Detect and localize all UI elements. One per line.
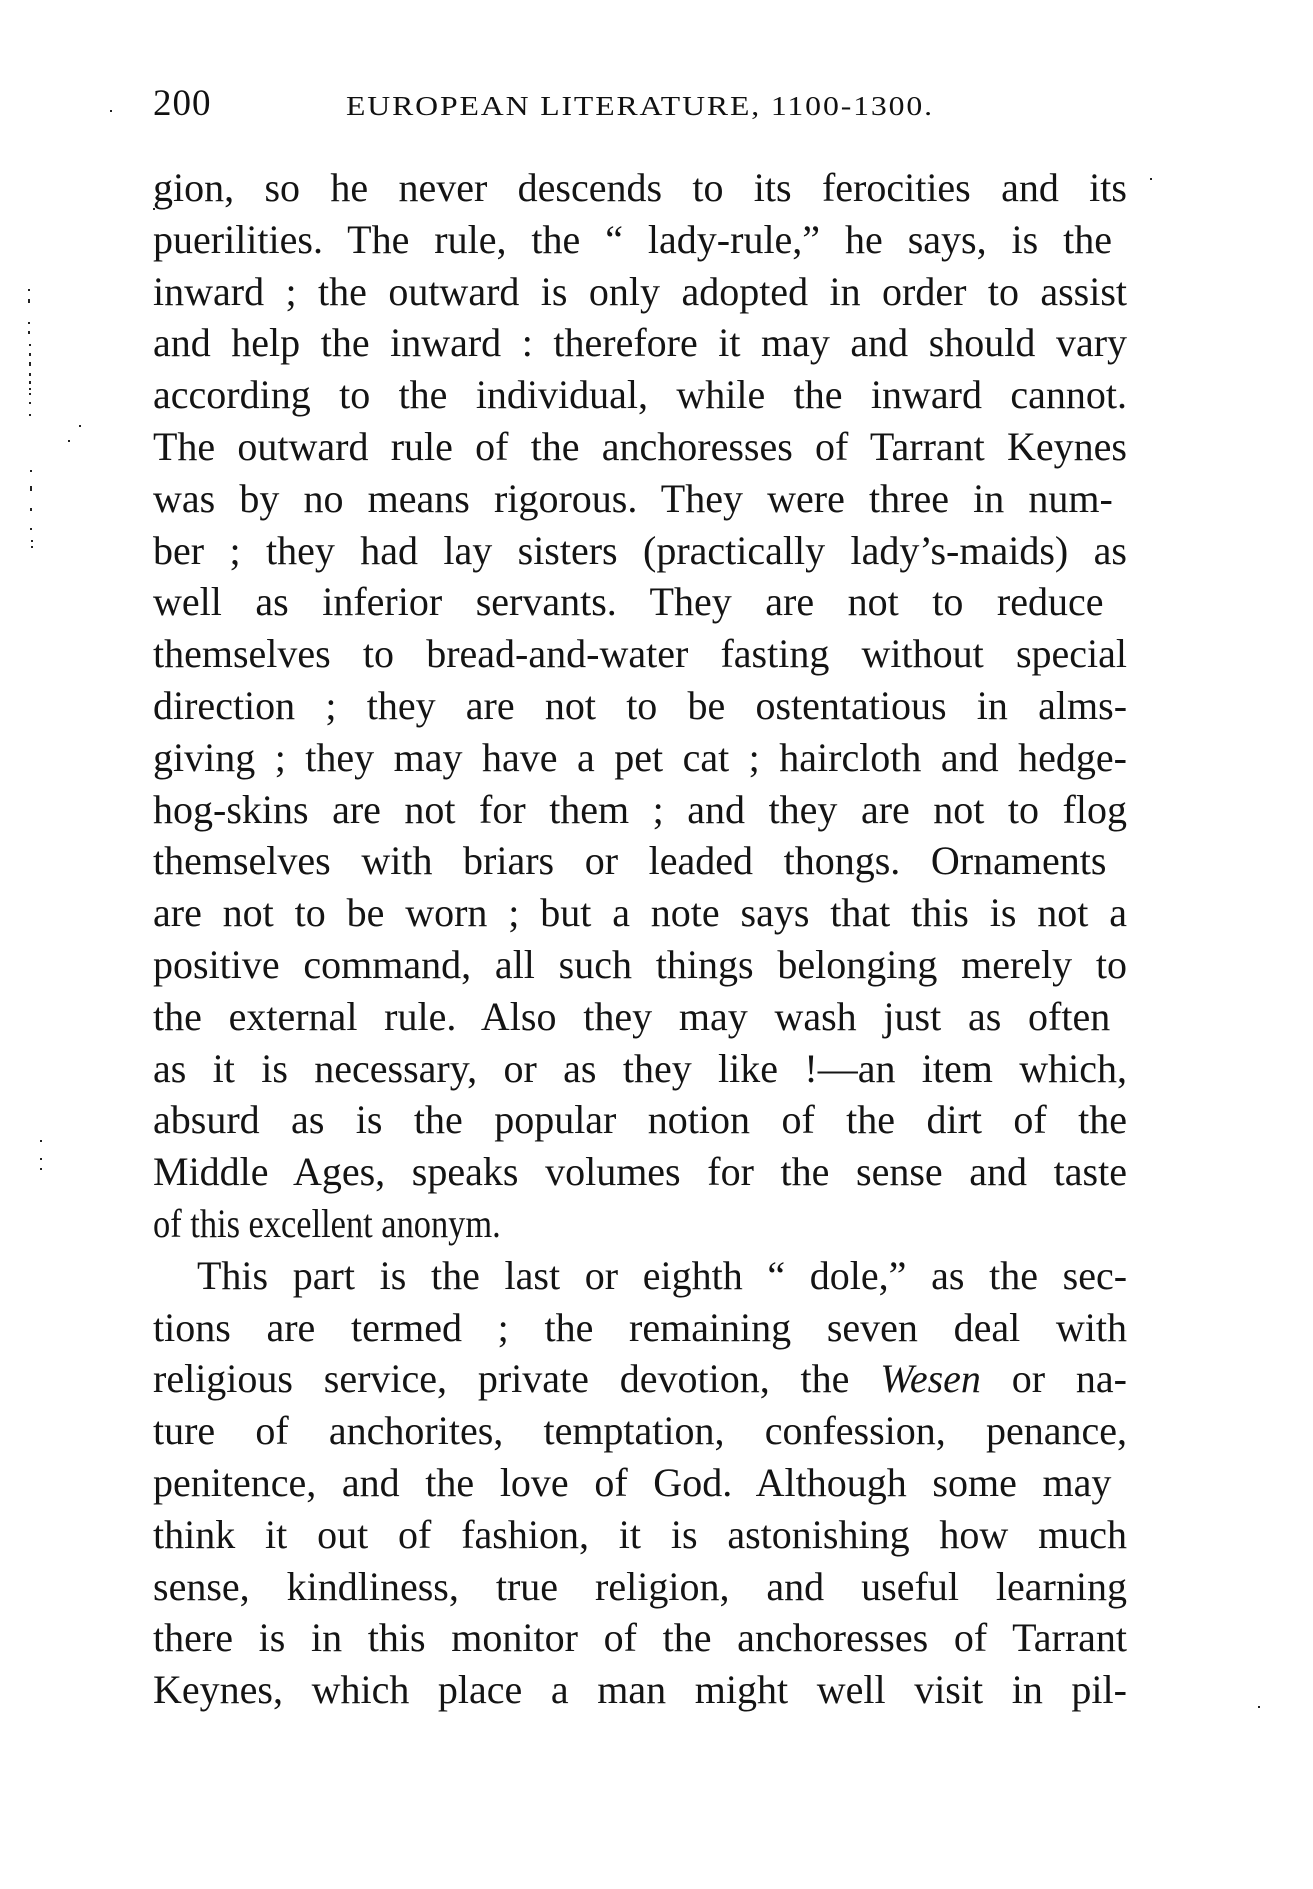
text-line: penitence, and the love of God. Although some may <box>153 1460 1112 1505</box>
line-start: religious service, private devotion, the <box>153 1356 881 1402</box>
italic-word: Wesen <box>880 1356 981 1402</box>
text-line: as it is necessary, or as they like !—an item which, <box>153 1045 1128 1091</box>
body-text <box>153 0 1127 1889</box>
text-line: well as inferior servants. They are not to reduce <box>153 579 1104 625</box>
text-line: inward ; the outward is only adopted in order to assist <box>153 268 1128 314</box>
page-number: 200 <box>153 83 212 124</box>
text-line: tions are termed ; the remaining seven deal with <box>153 1304 1127 1350</box>
running-title: EUROPEAN LITERATURE, 1100-1300. <box>346 91 934 121</box>
text-line: puerilities. The rule, the “ lady-rule,” he says, is the <box>153 216 1113 262</box>
text-line: gion, so he never descends to its ferocities and its <box>153 165 1127 210</box>
text-line: think it out of fashion, it is astonishing how much <box>153 1511 1127 1557</box>
text-line: This part is the last or eighth “ dole,” as the sec- <box>197 1252 1128 1298</box>
text-line: and help the inward : therefore it may and should vary <box>153 320 1128 366</box>
text-line: Keynes, which place a man might well visit in pil- <box>153 1667 1127 1713</box>
text-line: themselves with briars or leaded thongs. Ornaments <box>153 838 1107 884</box>
text-line: ture of anchorites, temptation, confession, penance, <box>153 1408 1127 1454</box>
line-end: or na- <box>980 1356 1127 1402</box>
text-line <box>153 1353 1127 1405</box>
text-line: The outward rule of the anchoresses of Tarrant Keynes <box>153 424 1127 469</box>
text-line: sense, kindliness, true religion, and useful learning <box>153 1563 1127 1609</box>
text-line: hog-skins are not for them ; and they are not to flog <box>153 786 1127 832</box>
text-line: ber ; they had lay sisters (practically lady’s-maids) as <box>153 527 1127 573</box>
text-line: themselves to bread-and-water fasting without special <box>153 631 1127 677</box>
text-line: are not to be worn ; but a note says that this is not a <box>153 890 1127 936</box>
text-line: was by no means rigorous. They were three in num- <box>153 475 1113 521</box>
text-line: absurd as is the popular notion of the dirt of the <box>153 1097 1128 1143</box>
text-line: direction ; they are not to be ostentatious in alms- <box>153 683 1128 728</box>
text-line: there is in this monitor of the anchoresses of Tarrant <box>153 1615 1128 1661</box>
text-line: Middle Ages, speaks volumes for the sense and taste <box>153 1149 1127 1195</box>
text-line: of this excellent anonym. <box>153 1201 501 1246</box>
text-line: giving ; they may have a pet cat ; haircloth and hedge- <box>153 734 1127 780</box>
text-line: according to the individual, while the inward cannot. <box>153 372 1127 418</box>
text-line: positive command, all such things belonging merely to <box>153 942 1128 987</box>
text-line: the external rule. Also they may wash just as often <box>153 993 1111 1039</box>
